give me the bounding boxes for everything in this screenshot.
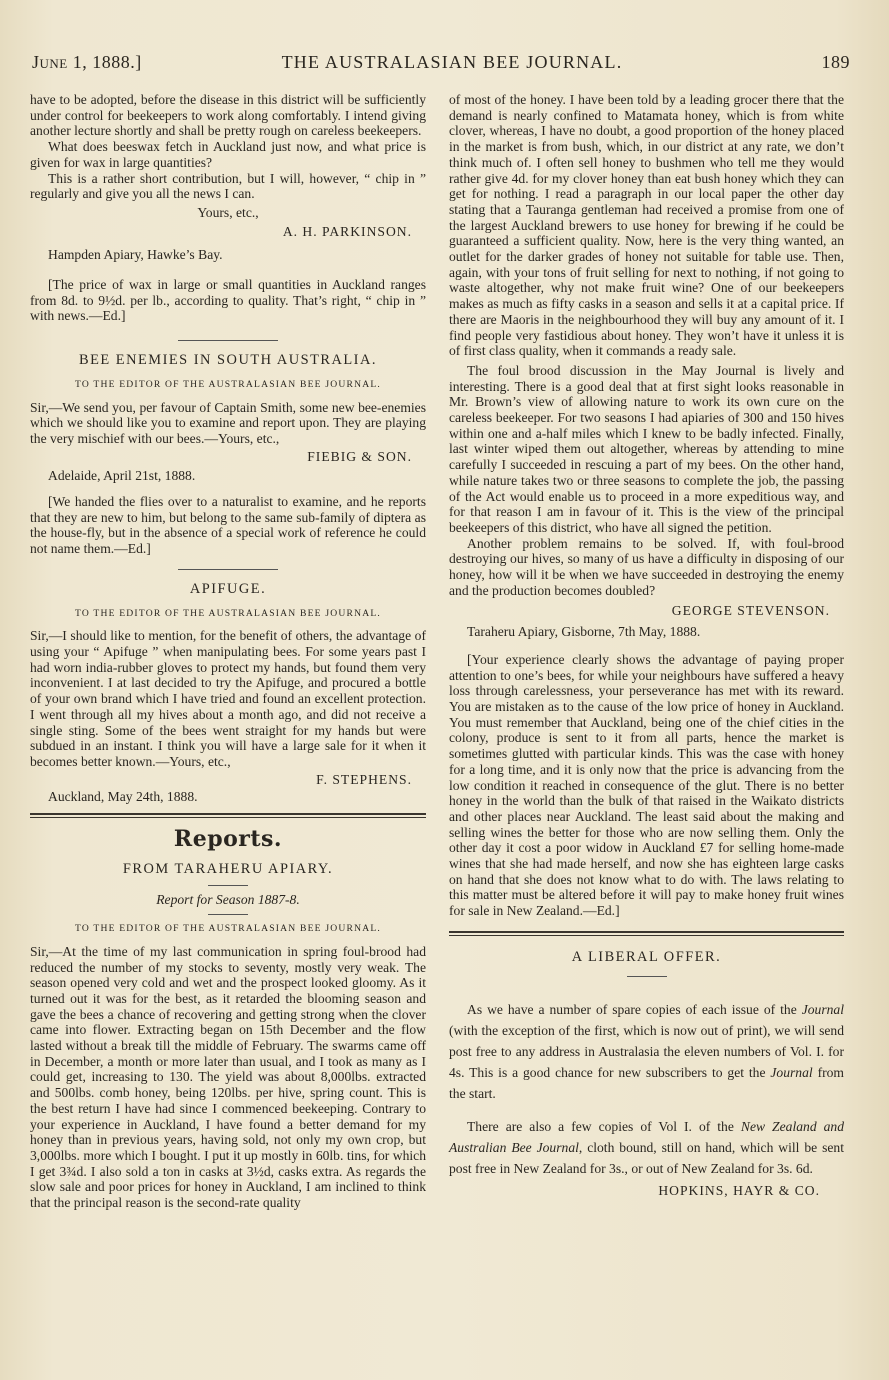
double-rule xyxy=(30,813,426,818)
editor-note: [Your experience clearly shows the advantage of paying proper attention to one’s bees, for while your neighbours have suffered a heavy loss through carelessness, your perseverance has met with its reward. You are mistaken as to the cause of the low price of honey in Auckland. You must remember that Auckland, being one of the chief cities in the colony, produce is sent to it from all parts, hence the market is sometimes glutted with particular kinds. This was the case with honey for a long time, and it is only now that the price is advancing from the low condition it reached in consequence of the glut. There is no better honey in the world than the bulk of that raised in the Waikato districts and other places near Auckland. The least said about the making and selling wines the better for those who are now selling them. Only the other day it cost a poor widow in Auckland £7 for selling home-made wines that she had made herself, and now she has eighteen large casks on hand that she does not know what to do with. The laws relating to this matter must be altered before it will pay to make honey fruit wines for sale in New Zealand.—Ed.] xyxy=(449,651,844,919)
letter-body: Sir,—We send you, per favour of Captain Smith, some new bee-enemies which we should like you to examine and report upon. They are playing the very mischief with our bees.—Yours, etc., xyxy=(30,399,426,446)
section-divider xyxy=(178,340,278,341)
journal-title: THE AUSTRALASIAN BEE JOURNAL. xyxy=(281,52,623,72)
header-date: June 1, 1888.] xyxy=(32,52,142,72)
left-column xyxy=(30,92,426,1211)
article-heading: FROM TARAHERU APIARY. xyxy=(122,860,334,877)
offer-text: As we have a number of spare copies of each issue of the xyxy=(467,1001,802,1017)
page-number: 189 xyxy=(821,52,850,72)
journal-name: New Zealand and Australian Bee Journal xyxy=(449,1118,845,1155)
double-rule xyxy=(449,931,844,936)
to-editor-line: TO THE EDITOR OF THE AUSTRALASIAN BEE JOURNAL. xyxy=(74,607,382,619)
letter-dateline: Taraheru Apiary, Gisborne, 7th May, 1888. xyxy=(467,624,701,640)
letter-signature: FIEBIG & SON. xyxy=(307,448,412,464)
letter-dateline: Adelaide, April 21st, 1888. xyxy=(48,468,196,484)
paragraph: have to be adopted, before the disease in this district will be sufficiently under control for beekeepers to work along comfortably. I intend giving another lecture shortly and shall be pretty rough on careless beekeepers. xyxy=(30,92,426,139)
short-divider xyxy=(627,976,667,977)
offer-paragraph xyxy=(449,1116,844,1179)
journal-name: Journal xyxy=(801,1001,844,1017)
article-heading: BEE ENEMIES IN SOUTH AUSTRALIA. xyxy=(79,352,377,369)
offer-signature: HOPKINS, HAYR & CO. xyxy=(658,1182,820,1198)
article-heading: A LIBERAL OFFER. xyxy=(571,948,722,965)
to-editor-line: TO THE EDITOR OF THE AUSTRALASIAN BEE JOURNAL. xyxy=(74,378,382,390)
paragraph: Another problem remains to be solved. If, with foul-brood destroying our hives, so many of us have a difficulty in disposing of our honey, how will it be when we have succeeded in destroying the enemy and the production becomes doubled? xyxy=(449,535,844,598)
journal-name: Journal xyxy=(770,1064,813,1080)
paragraph: of most of the honey. I have been told by a leading grocer there that the demand is nearly confined to Matamata honey, which is from white clover, whereas, I have no doubt, a good proportion of the honey placed in the market is from bush, which, in our district at any rate, we don’t think much of. I often sell honey to bushmen who tell me they would rather give 4d. for my clover honey than eat bush honey which they can get for nothing. I read a paragraph in our local paper the other day stating that a Tauranga gentleman had received a promise from one of the largest Auckland brewers to use honey for brewing if he could be guaranteed a sufficient quality. Now, here is the very thing wanted, an outlet for the darker grades of honey not suitable for table use. Then, again, with your tons of fruit selling for next to nothing, if not going to waste altogether, why not make fruit wine? One of our beekeepers makes as much as fifty casks in a season and sells it at a capital price. If there are Maoris in the neighbourhood they will buy any amount of it. I find people very fastidious about honey. They won’t have it unless it is of first class quality, when it commands a ready sale. xyxy=(449,92,844,359)
offer-text: from the start. xyxy=(449,1064,844,1101)
letter-signature: F. STEPHENS. xyxy=(316,771,412,787)
section-divider xyxy=(178,569,278,570)
editor-note: [The price of wax in large or small quantities in Auckland ranges from 8d. to 9½d. per lb., according to quality. That’s right, “ chip in ” with news.—Ed.] xyxy=(30,277,426,324)
offer-text: (with the exception of the first, which is now out of print), we will send post free to any address in Australasia the eleven numbers of Vol. I. for 4s. This is a good chance for new subscribers to get the xyxy=(449,1022,844,1080)
offer-paragraph xyxy=(449,999,844,1104)
letter-signature: A. H. PARKINSON. xyxy=(282,223,412,239)
short-divider xyxy=(208,885,248,886)
paragraph: What does beeswax fetch in Auckland just now, and what price is given for wax in large quantities? xyxy=(30,139,426,170)
section-title-reports: Reports. xyxy=(173,826,283,853)
editor-note: [We handed the flies over to a naturalist to examine, and he reports that they are new to him, but belong to the same sub-family of diptera as the house-fly, but in the absence of a special work of reference he could not name them.—Ed.] xyxy=(30,494,426,557)
letter-dateline: Hampden Apiary, Hawke’s Bay. xyxy=(48,247,223,263)
letter-closing: Yours, etc., xyxy=(197,204,259,220)
letter-dateline: Auckland, May 24th, 1888. xyxy=(48,789,198,805)
page-header xyxy=(32,52,850,78)
article-heading: APIFUGE. xyxy=(189,580,267,597)
letter-body: Sir,—I should like to mention, for the benefit of others, the advantage of using your “ Apifuge ” when manipulating bees. For some years past I had worn india-rubber gloves to protect my hands, but found them very inconvenient. I at last decided to try the Apifuge, and procured a bottle of your own brand which I have tried and found an excellent protection. I went through all my hives about a month ago, and did not receive a single sting. Some of the bees went straight for my hands but were subdued in an instant. I think you will have a large sale for it when it becomes better known.—Yours, etc., xyxy=(30,628,426,769)
offer-text: , cloth bound, still on hand, which will be sent post free in New Zealand for 3s., or out of New Zealand for 3s. 6d. xyxy=(449,1139,844,1176)
to-editor-line: TO THE EDITOR OF THE AUSTRALASIAN BEE JOURNAL. xyxy=(74,923,382,935)
paragraph: This is a rather short contribution, but I will, however, “ chip in ” regularly and give you all the news I can. xyxy=(30,170,426,202)
letter-signature: GEORGE STEVENSON. xyxy=(671,602,830,618)
short-divider xyxy=(208,914,248,915)
offer-text: There are also a few copies of Vol I. of the xyxy=(467,1118,741,1134)
paragraph: The foul brood discussion in the May Journal is lively and interesting. There is a good deal that at first sight looks reasonable in Mr. Brown’s view of allowing nature to work its own cure on the careless beekeeper. For two seasons I had apiaries of 300 and 150 hives within one and a-half miles which I knew to be badly infected. Finally, last winter wiped them out altogether, whereas by attending to mine carefully I succeeded in rescuing a part of my bees. On the other hand, while nature takes two or three seasons to complete the job, the passing of the Act would enable us to proceed in a more expeditious way, and for that reason I am in favour of it. This is the view of the principal beekeepers of this district, who have all signed the petition. xyxy=(449,362,844,535)
right-column xyxy=(449,92,844,1198)
report-subtitle: Report for Season 1887-8. xyxy=(156,892,300,908)
letter-body: Sir,—At the time of my last communication in spring foul-brood had reduced the number of my stocks to seventy, mostly very weak. The season opened very cold and wet and the prospect looked gloomy. As it turned out it was for the best, as it retarded the blooming season and gave the bees a chance of recovering and getting strong when the clover came into flower. Extracting began on 15th December and the flow lasted without a break till the middle of February. The swarms came off in December, a month or more later than usual, and I took as many as I could get, increasing to 130. The yield was about 8,000lbs. extracted and 500lbs. comb honey, being 120lbs. per hive, spring count. This is the best return I have had since I commenced beekeeping. Contrary to your experience in Auckland, I have found a better demand for my honey than in previous years, having sold, not only my own crop, but 3,000lbs. more which I bought. I put it up mostly in 60lb. tins, for which I get 3¾d. I also sold a ton in casks at 3½d, casks extra. As regards the slow sale and poor prices for honey in Auckland, I am inclined to think that the principal reason is the second-rate quality xyxy=(30,943,426,1211)
